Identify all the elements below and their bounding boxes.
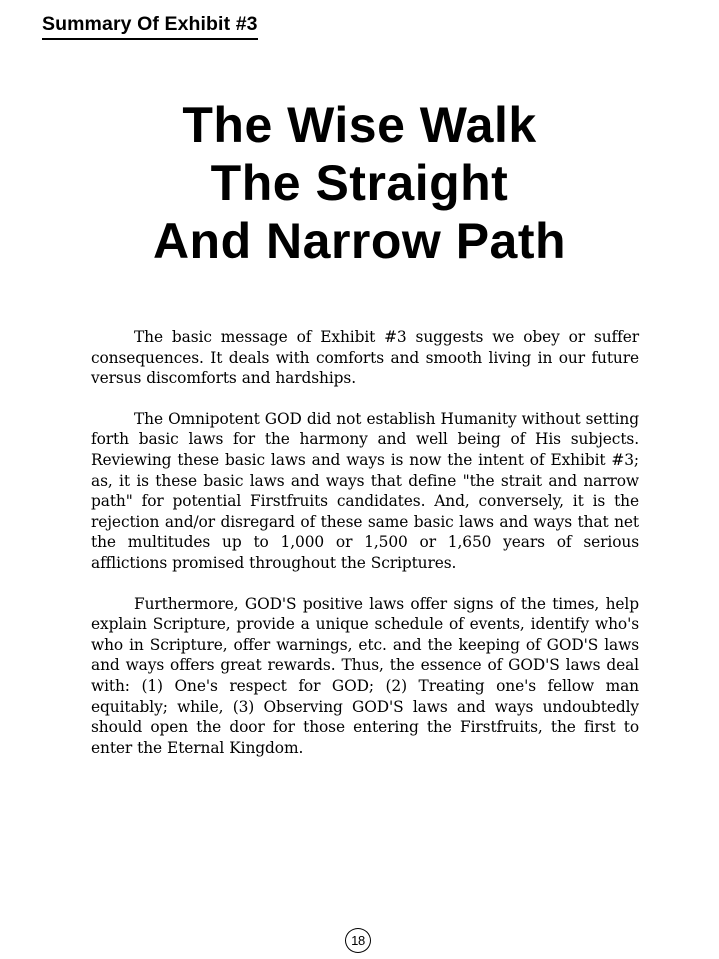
page-title-line-2: The Straight <box>210 155 509 211</box>
page-title-line-3: And Narrow Path <box>152 213 567 269</box>
paragraph-2: The Omnipotent GOD did not establish Humanity without setting forth basic laws for the harmony and well being of His subjects. Reviewing these basic laws and ways is now the intent of Exhibit #3; as, it is these basic laws and ways that define "the strait and narrow path" for potential Firstfruits candidates. And, conversely, it is the rejection and/or disregard of these same basic laws and ways that net the multitudes up to 1,000 or 1,500 or 1,650 years of serious afflictions promised throughout the Scriptures. <box>91 409 639 572</box>
exhibit-header: Summary Of Exhibit #3 <box>42 13 258 40</box>
paragraph-1: The basic message of Exhibit #3 suggests we obey or suffer consequences. It deals with comforts and smooth living in our future versus discomforts and hardships. <box>91 328 639 388</box>
page-number-badge: 18 <box>345 928 371 953</box>
page-title <box>0 96 719 270</box>
page-title-line-1: The Wise Walk <box>182 97 537 153</box>
body-text <box>91 327 639 758</box>
paragraph-3: Furthermore, GOD'S positive laws offer signs of the times, help explain Scripture, provide a unique schedule of events, identify who's who in Scripture, offer warnings, etc. and the keeping of GOD'S laws and ways offers great rewards. Thus, the essence of GOD'S laws deal with: (1) One's respect for GOD; (2) Treating one's fellow man equitably; while, (3) Observing GOD'S laws and ways undoubtedly should open the door for those entering the Firstfruits, the first to enter the Eternal Kingdom. <box>91 594 639 757</box>
